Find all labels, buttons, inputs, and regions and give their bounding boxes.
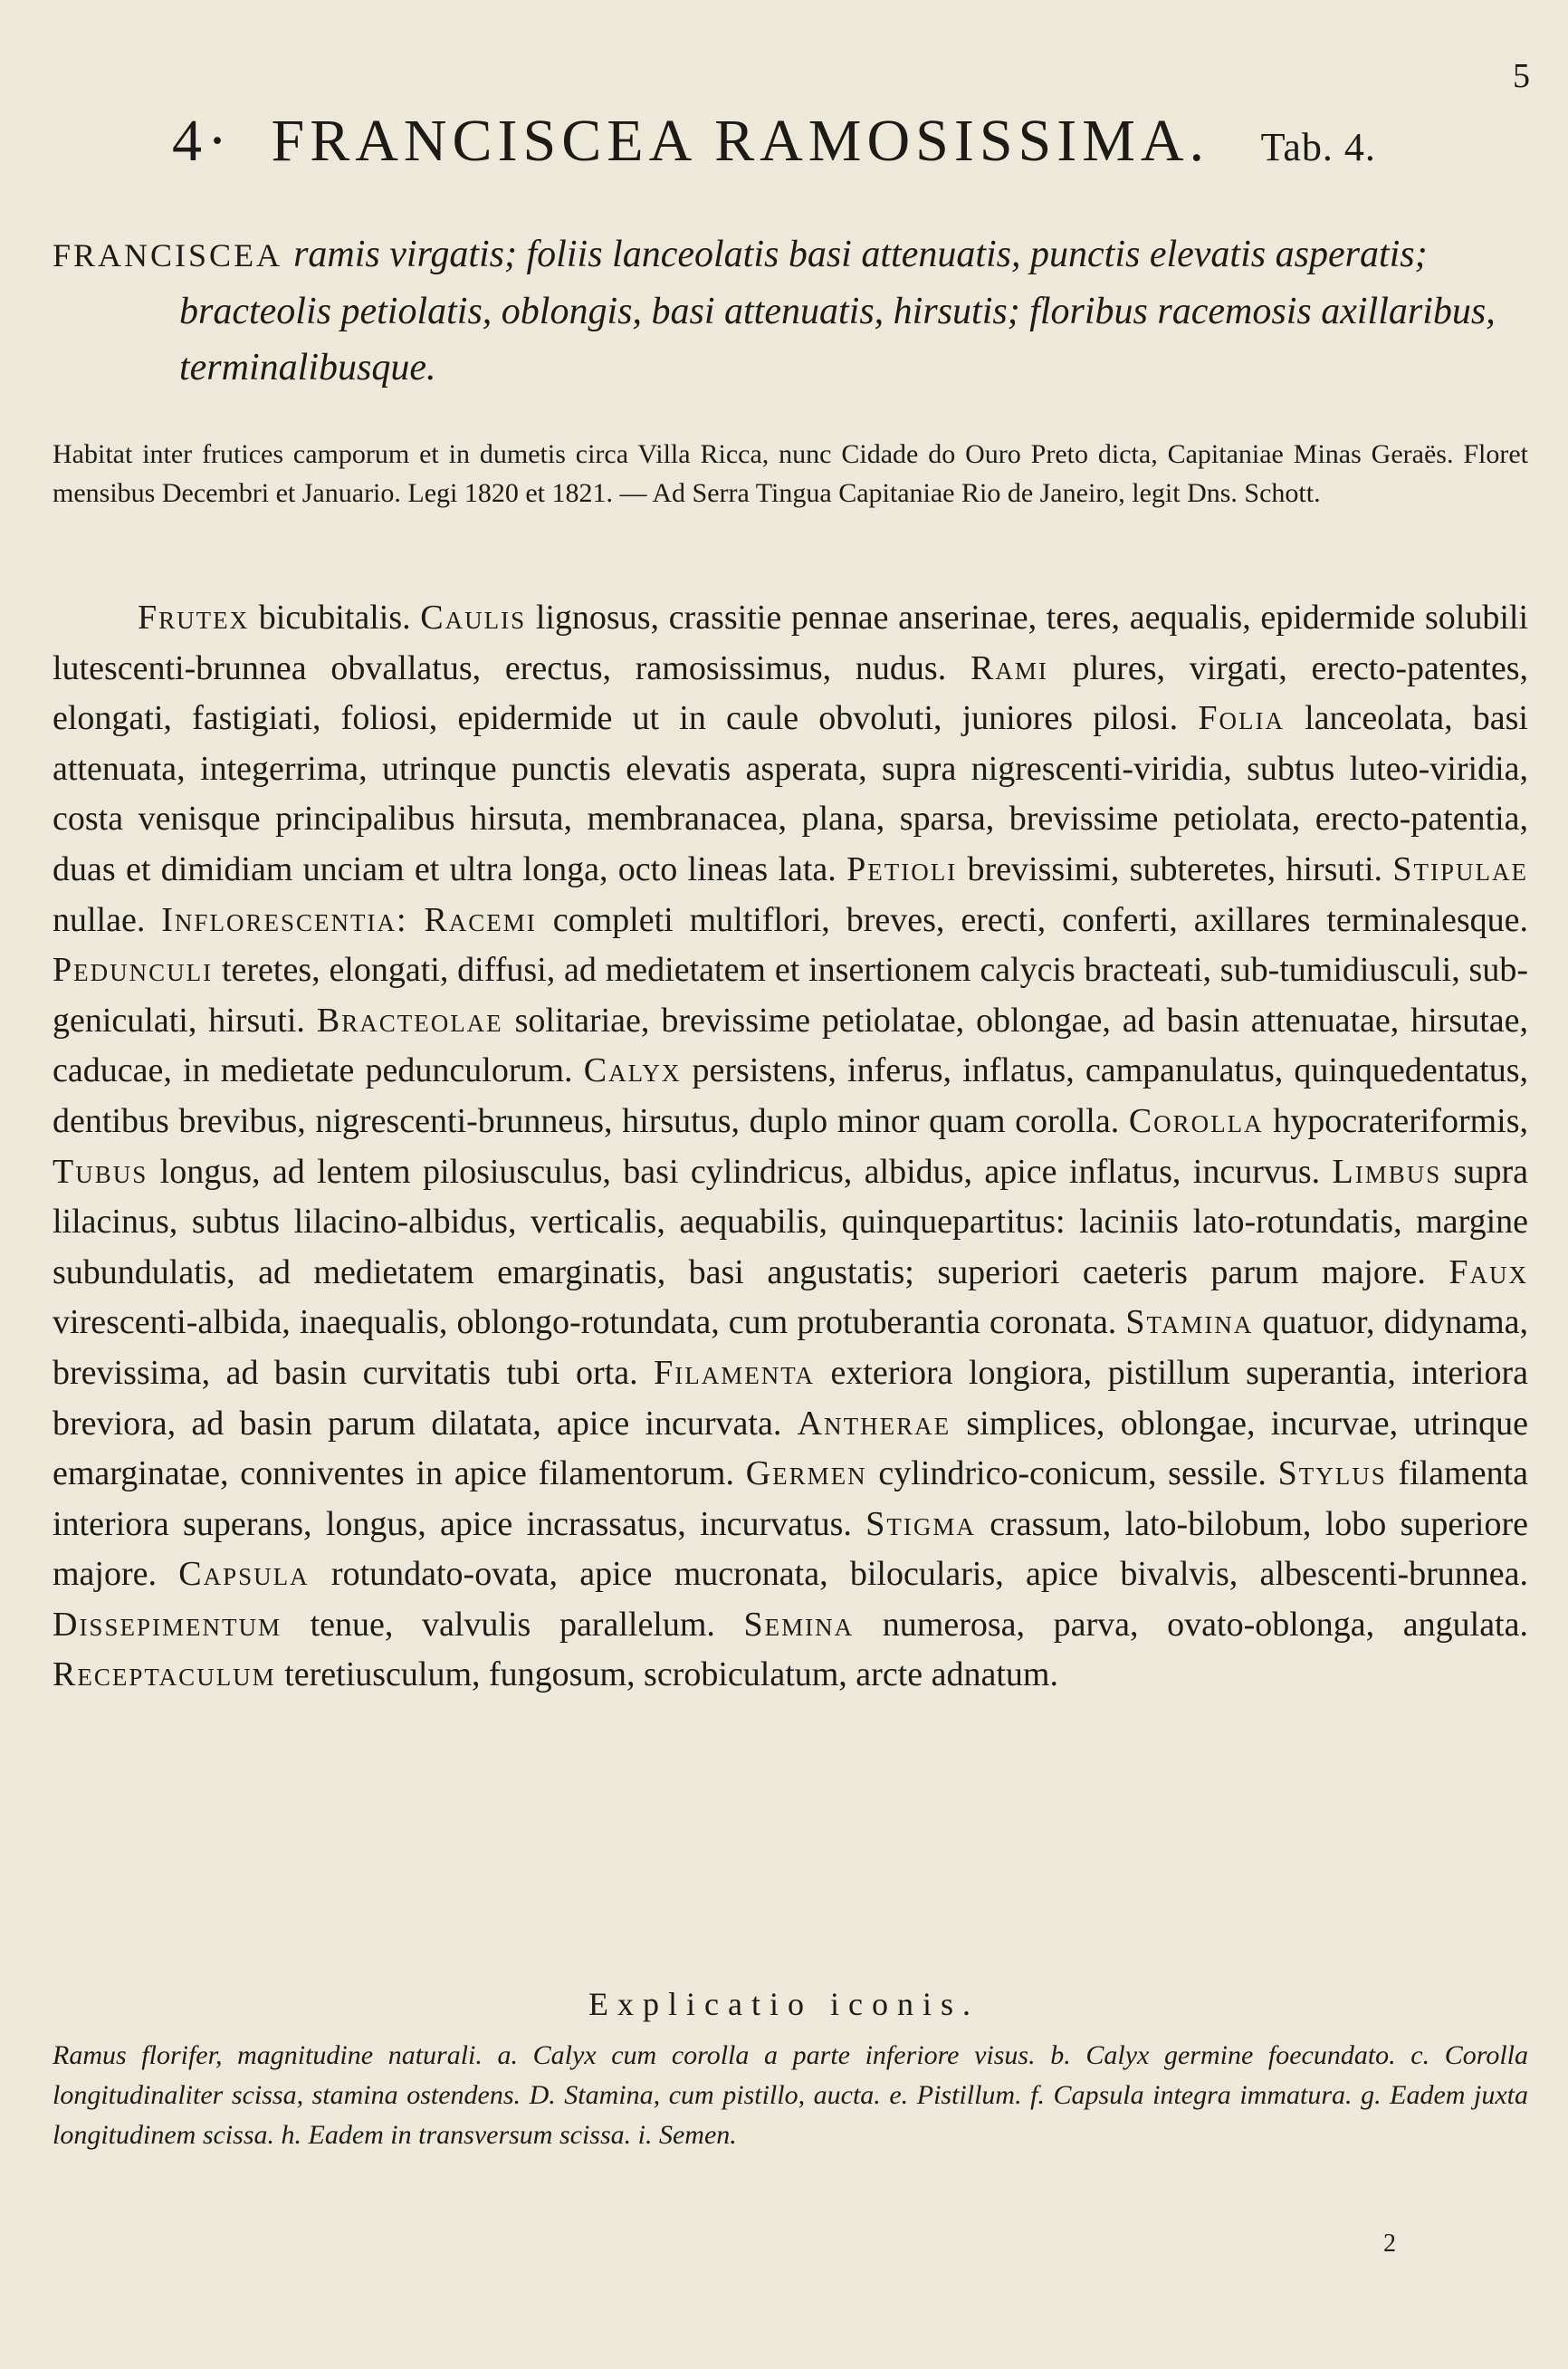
- plate-reference: Tab. 4.: [1260, 125, 1376, 169]
- description-term: Semina: [743, 1605, 855, 1644]
- description-text: virescenti-albida, inaequalis, oblongo-rotundata, cum protuberantia coronata.: [53, 1303, 1126, 1342]
- description-text: cylindrico-conicum, sessile.: [866, 1454, 1278, 1493]
- description-term: Capsula: [178, 1555, 310, 1594]
- description-term: Filamenta: [654, 1353, 816, 1392]
- description-text: brevissimi, subteretes, hirsuti.: [957, 849, 1393, 888]
- species-name: FRANCISCEA RAMOSISSIMA.: [271, 108, 1210, 174]
- species-title: [172, 107, 1439, 176]
- description-text: crassum, lato-bilobum, lobo superiore majore.: [53, 1504, 1529, 1594]
- description-term: Racemi: [424, 900, 537, 939]
- explicatio-heading: Explicatio iconis.: [588, 1986, 980, 2022]
- description-paragraph: [53, 593, 1528, 1701]
- description-term: Rami: [970, 648, 1048, 687]
- description-text: plures, virgati, erecto-patentes, elongati, fastigiati, foliosi, epidermide ut in caule obvoluti, juniores pilosi.: [53, 648, 1528, 738]
- description-term: Receptaculum: [53, 1655, 276, 1694]
- description-text: filamenta interiora superans, longus, apice incrassatus, incurvatus.: [53, 1454, 1528, 1543]
- description-term: Dissepimentum: [53, 1605, 282, 1644]
- description-text: solitariae, brevissime petiolatae, oblongae, ad basin attenuatae, hirsutae, caducae, in medietate pedunculorum.: [53, 1001, 1529, 1090]
- description-text: teretiusculum, fungosum, scrobiculatum, arcte adnatum.: [275, 1655, 1058, 1694]
- description-text: numerosa, parva, ovato-oblonga, angulata.: [854, 1605, 1528, 1644]
- description-term: Germen: [745, 1454, 867, 1493]
- description-term: Antherae: [797, 1404, 951, 1443]
- description-text: rotundato-ovata, apice mucronata, bilocularis, apice bivalvis, albescenti-brunnea.: [309, 1555, 1528, 1594]
- description-term: Stipulae: [1392, 849, 1528, 888]
- description-text: persistens, inferus, inflatus, campanulatus, quinquedentatus, dentibus brevibus, nigrescenti-brunneus, hirsutus, duplo minor quam corolla.: [53, 1051, 1528, 1140]
- description-text: lanceolata, basi attenuata, integerrima, utrinque punctis elevatis asperata, supra nigrescenti-viridia, subtus luteo-viridia, costa venisque principalibus hirsuta, membranacea, plana, sparsa, brevissime petiolata, erecto-patentia, duas et dimidiam unciam et ultra longa, octo lineas lata.: [53, 699, 1528, 888]
- description-text: teretes, elongati, diffusi, ad medietatem et insertionem calycis bracteati, sub-tumidiusculi, sub-geniculati, hirsuti.: [53, 951, 1528, 1040]
- description-term: Caulis: [420, 599, 527, 637]
- description-text: completi multiflori, breves, erecti, conferti, axillares terminalesque.: [536, 900, 1528, 939]
- description-text: simplices, oblongae, incurvae, utrinque emarginatae, conniventes in apice filamentorum.: [53, 1404, 1529, 1493]
- description-term: Petioli: [846, 849, 958, 888]
- species-number: 4·: [172, 108, 233, 174]
- description-term: Stylus: [1277, 1454, 1387, 1493]
- description-term: Corolla: [1128, 1101, 1264, 1140]
- diagnosis-text: ramis virgatis; foliis lanceolatis basi attenuatis, punctis elevatis asperatis; bracteolis petiolatis, oblongis, basi attenuatis, hirsutis; floribus racemosis axillaribus, terminalibusque.: [179, 234, 1496, 388]
- habitat-text: Habitat inter frutices camporum et in dumetis circa Villa Ricca, nunc Cidade do Ouro Preto dicta, Capitaniae Minas Geraës. Floret mensibus Decembri et Januario. Legi 1820 et 1821. — Ad Serra Tingua Capitaniae Rio de Janeiro, legit Dns. Schott.: [53, 439, 1528, 508]
- description-term: Stamina: [1125, 1303, 1254, 1342]
- diagnosis-genus: FRANCISCEA: [53, 237, 283, 273]
- description-term: Pedunculi: [53, 951, 214, 990]
- description-text: longus, ad lentem pilosiusculus, basi cylindricus, albidus, apice inflatus, incurvus.: [148, 1152, 1333, 1191]
- description-term: Bracteolae: [316, 1001, 503, 1040]
- page-number: 5: [1513, 57, 1530, 95]
- description-term: Folia: [1198, 699, 1285, 738]
- description-text: hypocrateriformis,: [1263, 1101, 1529, 1140]
- description-term: Faux: [1448, 1252, 1528, 1291]
- description-term: Calyx: [583, 1051, 682, 1090]
- signature-mark: 2: [1383, 2230, 1396, 2258]
- explicatio-paragraph: [53, 2036, 1528, 2155]
- description-term: Stigma: [865, 1504, 976, 1543]
- description-text: exteriora longiora, pistillum superantia, interiora breviora, ad basin parum dilatata, apice incurvata.: [53, 1353, 1528, 1443]
- description-term: Tubus: [53, 1152, 148, 1191]
- description-text: bicubitalis.: [249, 599, 421, 637]
- description-text: supra lilacinus, subtus lilacino-albidus, verticalis, aequabilis, quinquepartitus: laciniis lato-rotundatis, margine subundulatis, ad medietatem emarginatis, basi angustatis; superiori caeteris parum majore.: [53, 1152, 1528, 1291]
- description-text: [408, 901, 425, 939]
- description-text: nullae.: [53, 900, 162, 939]
- description-text: tenue, valvulis parallelum.: [281, 1605, 744, 1644]
- explicatio-text: Ramus florifer, magnitudine naturali. a. Calyx cum corolla a parte inferiore visus. b. Calyx germine foecundato. c. Corolla longitudinaliter scissa, stamina ostendens. D. Stamina, cum pistillo, aucta. e. Pistillum. f. Capsula integra immatura. g. Eadem juxta longitudinem scissa. h. Eadem in transversum scissa. i. Semen.: [53, 2040, 1528, 2150]
- description-term: Inflorescentia:: [161, 900, 408, 939]
- description-text: quatuor, didynama, brevissima, ad basin curvitatis tubi orta.: [53, 1303, 1528, 1392]
- description-term: Limbus: [1332, 1152, 1442, 1191]
- habitat-paragraph: [53, 435, 1528, 513]
- diagnosis-paragraph: [53, 226, 1528, 396]
- description-term: Frutex: [138, 599, 250, 637]
- description-text: lignosus, crassitie pennae anserinae, teres, aequalis, epidermide solubili lutescenti-brunnea obvallatus, erectus, ramosissimus, nudus.: [53, 599, 1529, 687]
